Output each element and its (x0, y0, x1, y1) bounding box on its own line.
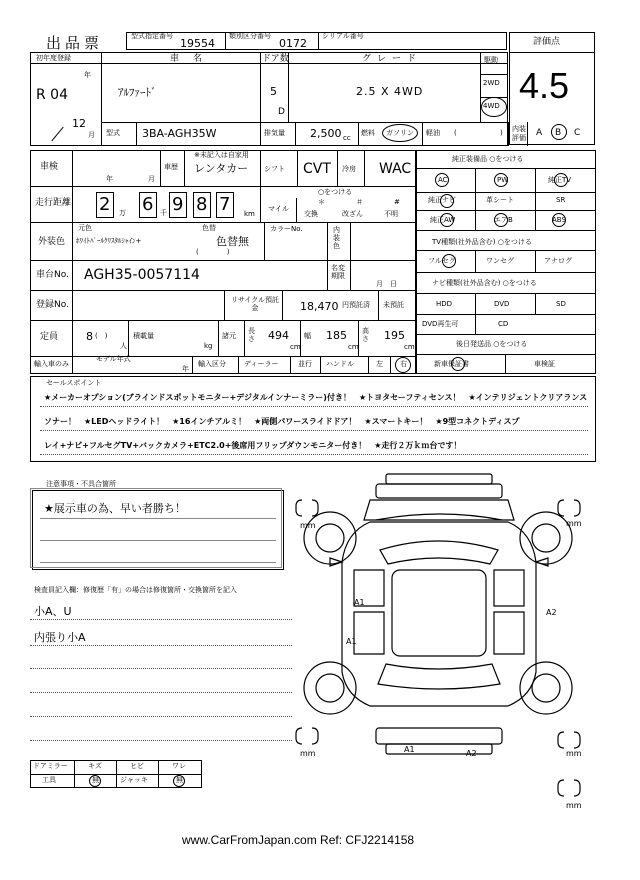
mileage-digit-5: 7 (219, 194, 231, 215)
fuel-value: ガソリン (386, 129, 414, 137)
tv-fullseg: フルセグ (428, 257, 456, 265)
legend-jack-label: ジャッキ (120, 776, 148, 784)
sales-line-3: レイ+ナビ+フルセグTV+バックカメラ+ETC2.0+後席用フリップダウンモニター付き！ ★走行２万ｋｍ台です！ (44, 441, 462, 450)
equip-sr: SR (556, 196, 566, 204)
interior-grade-b: B (555, 128, 562, 138)
drive-2wd: 2WD (483, 79, 500, 87)
meter-circle-note: ○をつける (318, 188, 353, 196)
fuel-label: 燃料 (361, 129, 375, 137)
first-reg-year: R 04 (36, 87, 68, 103)
serial-label: シリアル番号 (322, 32, 364, 40)
import-label: 輸入車のみ (34, 360, 69, 368)
year-unit: 年 (84, 71, 91, 79)
car-name: ｱﾙﾌｧｰﾄﾞ (118, 86, 157, 99)
legend-header-2: キズ (88, 762, 102, 770)
import-type-label: 輸入区分 (198, 360, 226, 368)
chassis-label: 車台No. (36, 270, 69, 280)
history-label: 車歴 (164, 163, 178, 171)
color-value: ﾎﾜｲﾄﾊﾟｰﾙｸﾘｽﾀﾙｼｬｲﾝ+ (76, 237, 142, 245)
doors-value: 5 (270, 85, 277, 98)
car-diagram (280, 470, 600, 820)
doors-label: ドア数 (262, 54, 289, 64)
drive-label: 駆動 (484, 56, 498, 64)
handle-right-circle (395, 357, 411, 373)
tv-oneseg: ワンセグ (486, 257, 514, 265)
inspector-line-2: 内張り小A (34, 631, 86, 644)
length-value: 494 (268, 329, 289, 342)
inspector-line-1: 小A、U (34, 605, 72, 618)
score-value: 4.5 (519, 65, 570, 106)
shift-label: シフト (264, 165, 285, 173)
svg-text:mm: mm (566, 801, 582, 810)
class-number: 0172 (279, 37, 307, 50)
color-orig-label: 元色 (78, 224, 92, 232)
later-shakensho: 車検証 (534, 360, 555, 368)
month-unit: 月 (88, 131, 95, 139)
interior-grade-a: A (536, 128, 543, 138)
displacement-value: 2,500 (310, 127, 342, 140)
grade-value: 2.5 X 4WD (356, 85, 424, 98)
equip-navi: 純正ナビ (428, 196, 456, 204)
equip-abs: ABS (552, 216, 566, 224)
shaken-label: 車検 (40, 162, 59, 172)
mileage-digit-2: 6 (142, 194, 154, 215)
handle-right: 右 (400, 360, 407, 368)
width-value: 185 (326, 329, 347, 342)
chassis-value: AGH35-0057114 (84, 267, 200, 283)
type-number-label: 型式指定番号 (131, 32, 173, 40)
damage-mark-5: A2 (466, 749, 477, 758)
car-name-label: 車名 (170, 54, 217, 64)
equip-pw: PW (497, 176, 509, 184)
later-warranty: 新車保証書 (434, 360, 469, 368)
legend-header-3: ヒビ (130, 762, 144, 770)
legend-header-1: ドアミラー (33, 762, 68, 770)
navi-cd: CD (498, 320, 509, 328)
legend-tool-value: 無 (92, 776, 99, 784)
interior-grade-circle (551, 124, 567, 140)
first-reg-month: 12 (72, 117, 86, 130)
navi-sd: SD (556, 300, 566, 308)
history-value: レンタカー (194, 162, 249, 175)
meter-label: マイル (268, 205, 289, 213)
notes-line-1: ★展示車の為、早い者勝ち！ (44, 502, 186, 515)
history-note: ※未記入は自家用 (194, 151, 249, 159)
navi-dvd: DVD (494, 300, 510, 308)
ac-label: 冷房 (342, 165, 356, 173)
displacement-label: 排気量 (264, 129, 285, 137)
model-label: 型式 (106, 129, 120, 137)
capacity-label: 定員 (40, 332, 59, 342)
cc-unit: cc (343, 134, 351, 142)
handle-left: 左 (376, 360, 383, 368)
fuel-circle (382, 124, 418, 142)
svg-text:mm: mm (300, 749, 316, 758)
door-type: D (278, 107, 285, 117)
color-no-label: カラーNo. (270, 225, 303, 233)
navi-type-label: ナビ種類(社外品含む) ○をつける (432, 279, 537, 287)
legend-header-4: ワレ (172, 762, 186, 770)
model-year-label: モデル年式 (96, 355, 131, 363)
sales-line-1: ★メーカーオプション(ブラインドスポットモニター+デジタルインナーミラー)付き！ ★トヨタセーフティセンス！ ★インテリジェントクリアランス (44, 393, 588, 402)
legend-tool-label: 工具 (42, 776, 56, 784)
score-label: 評価点 (533, 37, 561, 47)
model-value: 3BA-AGH35W (142, 127, 217, 140)
form-title: 出品票 (46, 34, 104, 52)
sales-line-2: ソナー！ ★LEDヘッドライト！ ★16インチアルミ！ ★両側パワースライドドア！ ★スマートキー！ ★9型コネクトディスプ (44, 417, 520, 426)
dims-label: 諸元 (222, 332, 236, 340)
color-changed: 色替無 (216, 235, 249, 248)
svg-text:mm: mm (566, 519, 582, 528)
grade-label: グレード (362, 54, 423, 64)
interior-grade-c: C (574, 128, 581, 138)
damage-mark-1: A1 (354, 598, 365, 607)
mileage-label: 走行距離 (35, 198, 72, 208)
mileage-digit-1: 2 (99, 194, 111, 215)
class-number-label: 類別区分番号 (229, 32, 271, 40)
equip-aw: 純正AW (430, 216, 456, 224)
drive-4wd: 4WD (483, 102, 500, 110)
damage-mark-4: A1 (404, 745, 415, 754)
mileage-digit-3: 9 (172, 194, 184, 215)
recycle-label: リサイクル預託金 (230, 296, 280, 313)
first-reg-label: 初年度登録 (36, 54, 71, 62)
color-label: 外装色 (38, 237, 66, 247)
color-change-label: 色替 (202, 224, 216, 232)
type-number: 19554 (180, 37, 215, 50)
tv-analog: アナログ (544, 257, 572, 265)
later-label: 後日発送品 ○をつける (456, 340, 528, 348)
interior-eval-label: 内装 (512, 125, 526, 133)
sales-label: セールスポイント (46, 379, 102, 387)
equip-ac: AC (438, 176, 448, 184)
genuine-label: 純正装備品 ○をつける (452, 155, 524, 163)
reg-label: 登録No. (36, 300, 69, 310)
navi-hdd: HDD (436, 300, 453, 308)
ac-value: WAC (379, 161, 412, 177)
capacity-value: 8 (86, 330, 93, 343)
drive-4wd-circle (481, 97, 507, 117)
dealer-option: ディーラー (244, 360, 279, 368)
svg-text:mm: mm (300, 521, 316, 530)
height-value: 195 (384, 329, 405, 342)
recycle-other: 未預託 (383, 301, 404, 309)
navi-dvd-play: DVD再生可 (422, 320, 459, 328)
equip-leather: 革シート (486, 196, 514, 204)
svg-text:mm: mm (566, 749, 582, 758)
mileage-digit-4: 8 (196, 194, 208, 215)
equip-tv: 純正TV (548, 176, 572, 184)
equip-airbag: エアB (494, 216, 513, 224)
recycle-value: 18,470 (300, 300, 339, 313)
legend-jack-value: 無 (176, 776, 183, 784)
inspector-label: 検査員記入欄：修復歴「有」の場合は修復箇所・交換箇所を記入 (34, 586, 237, 594)
diesel-label: 軽油 (426, 129, 440, 137)
tv-type-label: TV種類(社外品含む) ○をつける (432, 238, 532, 246)
name-change-label: 名変期限 (331, 264, 345, 281)
handle-label: ハンドル (326, 360, 354, 368)
damage-mark-3: A1 (346, 637, 357, 646)
shift-value: CVT (303, 161, 331, 177)
damage-mark-2: A2 (546, 608, 557, 617)
parallel-option: 並行 (298, 360, 312, 368)
load-label: 積載量 (133, 332, 154, 340)
notes-label: 注意事項・不具合箇所 (46, 480, 116, 488)
footer-ref: www.CarFromJapan.com Ref: CFJ2214158 (182, 833, 415, 847)
interior-color-label: 内装色 (333, 226, 340, 251)
